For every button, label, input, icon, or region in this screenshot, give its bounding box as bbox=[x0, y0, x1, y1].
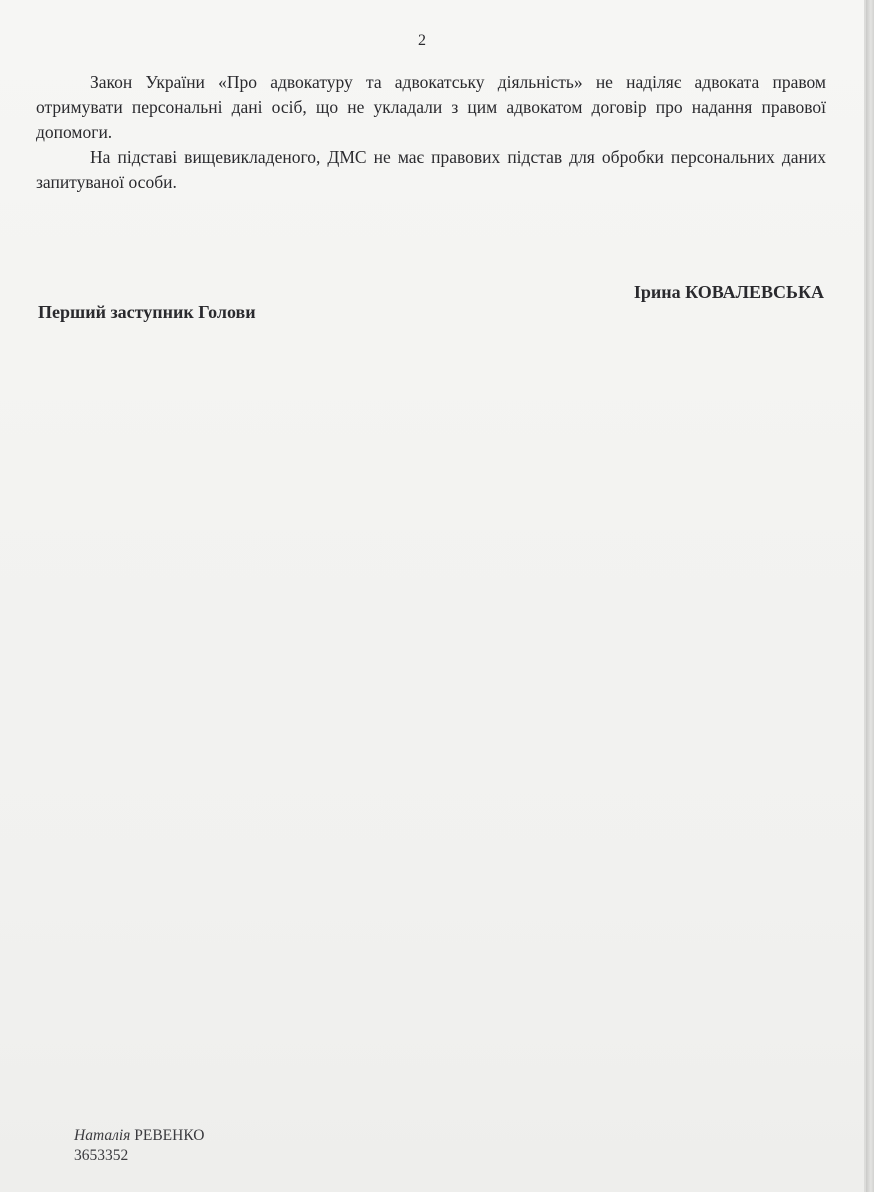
paragraph-2: На підставі вищевикладеного, ДМС не має правових підстав для обробки персональних даних запитуваної особи. bbox=[36, 147, 826, 192]
signature-block bbox=[38, 282, 828, 332]
paragraph-1: Закон України «Про адвокатуру та адвокатську діяльність» не наділяє адвоката правом отримувати персональні дані осіб, що не укладали з цим адвокатом договір про надання правової допомоги. bbox=[36, 72, 826, 142]
signatory-name: Ірина КОВАЛЕВСЬКА bbox=[633, 282, 824, 302]
executor-name-line bbox=[74, 1126, 204, 1146]
executor-last-name: РЕВЕНКО bbox=[134, 1127, 205, 1144]
page-number: 2 bbox=[418, 32, 426, 49]
executor-first-name: Наталія bbox=[74, 1127, 131, 1144]
executor-info bbox=[74, 1126, 204, 1166]
body-text bbox=[36, 70, 826, 195]
signatory-title: Перший заступник Голови bbox=[38, 302, 256, 322]
page-edge bbox=[866, 0, 874, 1192]
executor-phone: 3653352 bbox=[74, 1147, 129, 1164]
